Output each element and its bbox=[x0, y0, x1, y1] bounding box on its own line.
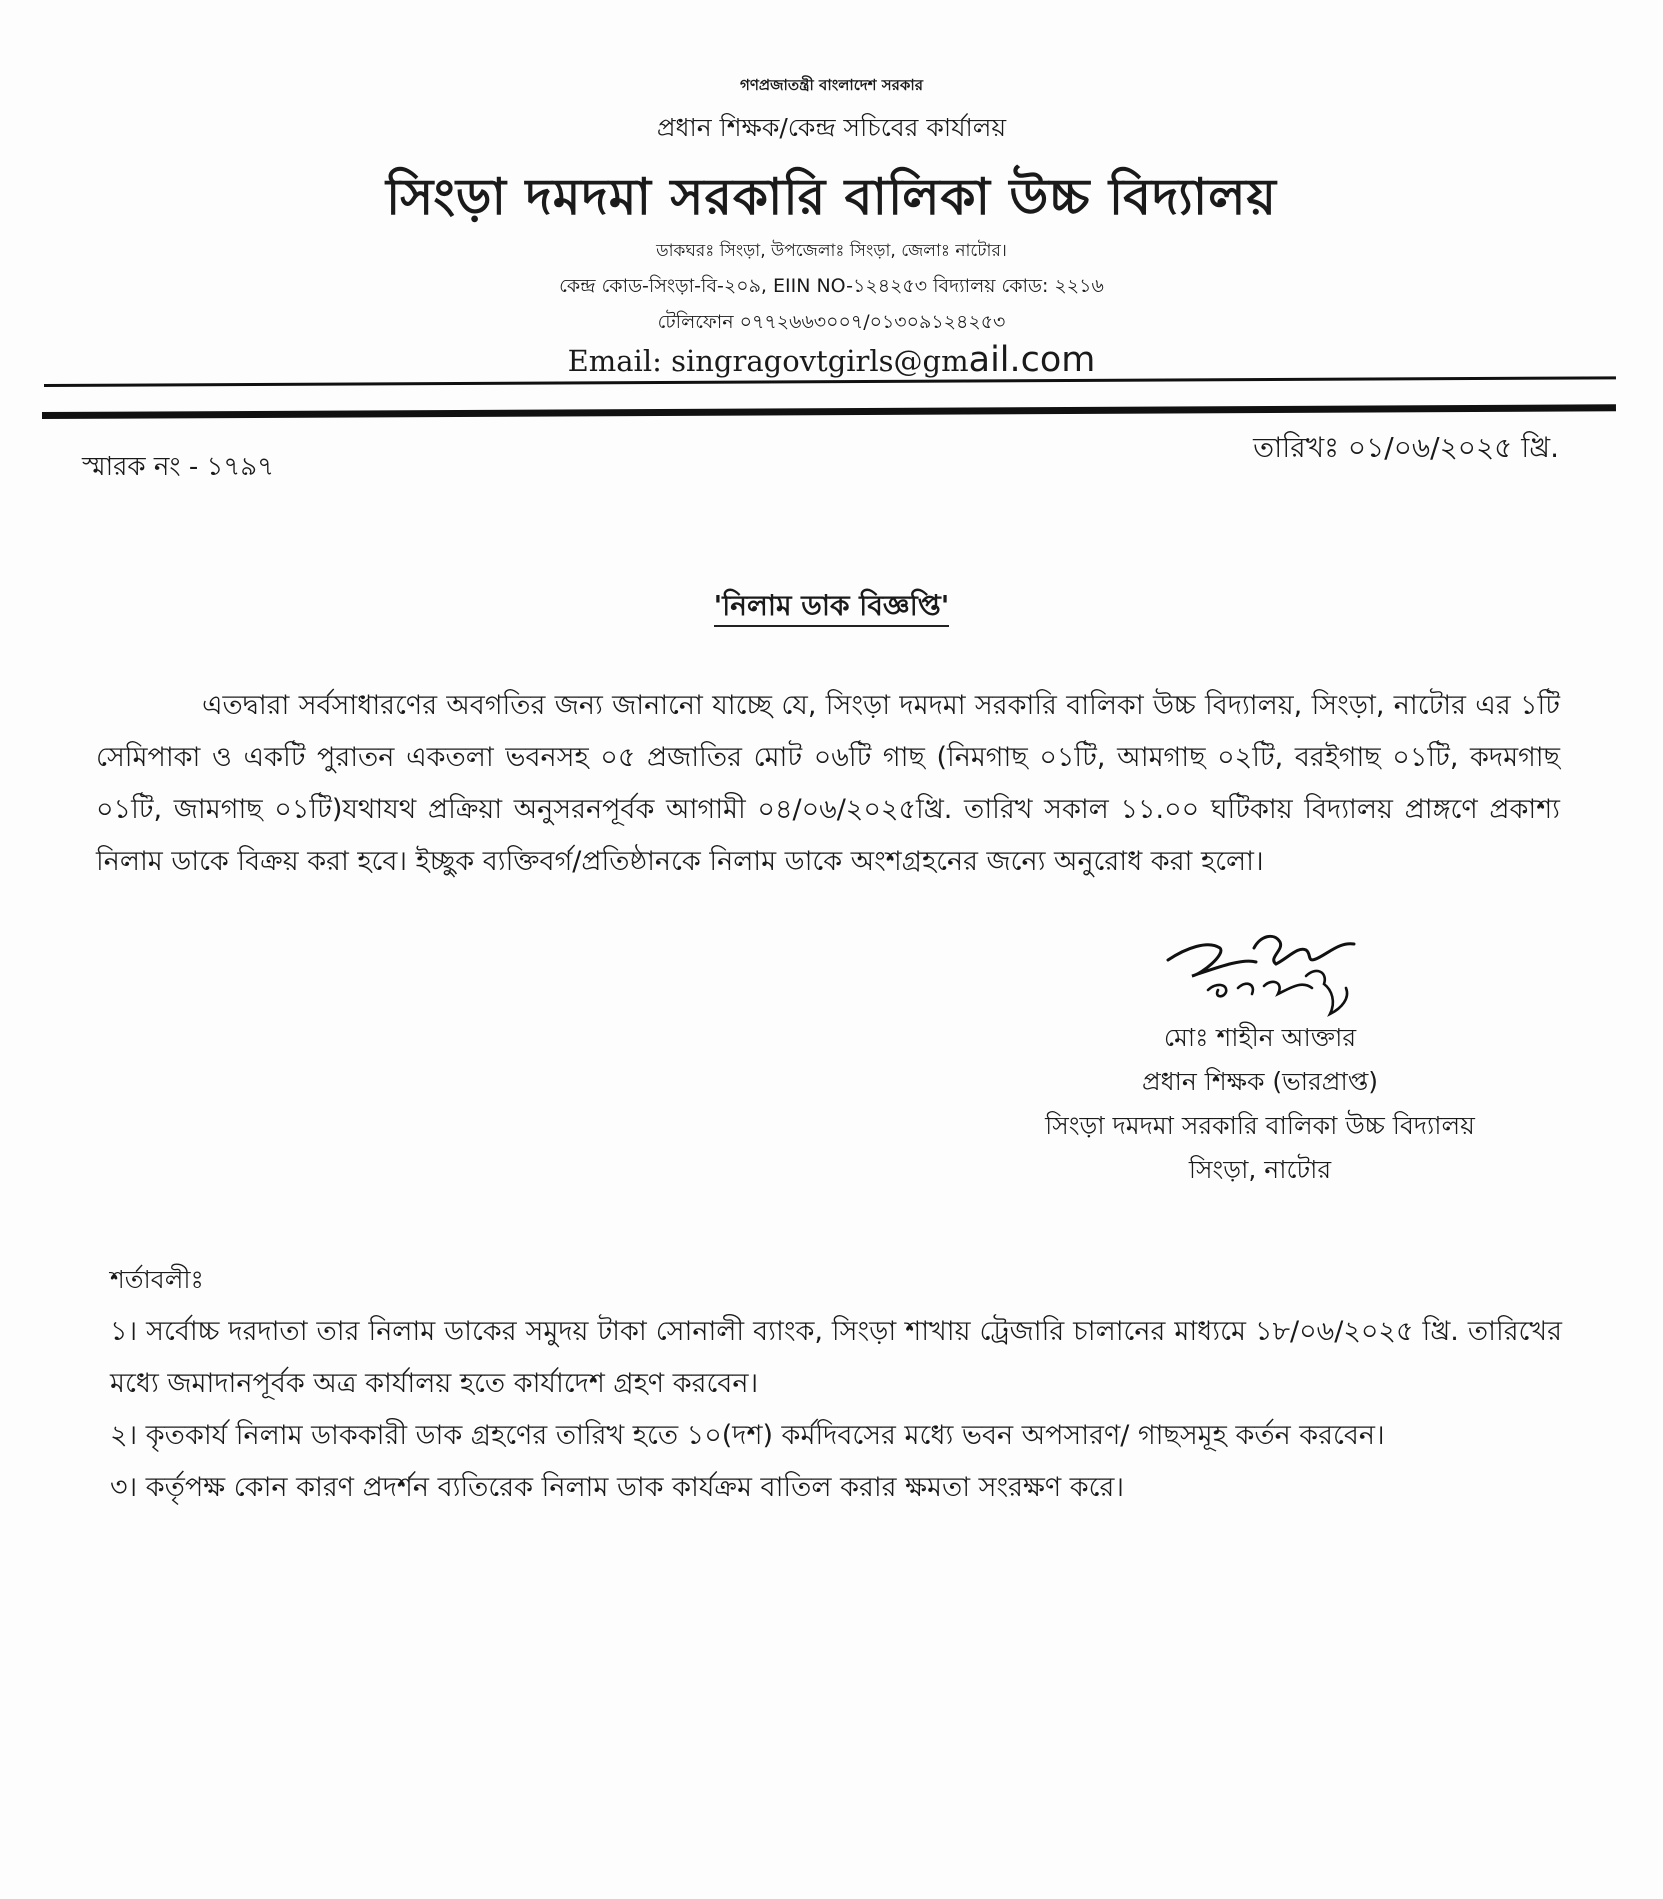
school-name: সিংড়া দমদমা সরকারি বালিকা উচ্চ বিদ্যালয় bbox=[385, 168, 1277, 226]
terms-section bbox=[110, 1254, 1562, 1514]
signatory-name: মোঃ শাহীন আক্তার bbox=[1163, 1023, 1357, 1052]
handwritten-signature bbox=[1156, 918, 1396, 1020]
signatory-school: সিংড়া দমদমা সরকারি বালিকা উচ্চ বিদ্যালয় bbox=[1045, 1111, 1475, 1140]
memo-date: তারিখঃ ০১/০৬/২০২৫ খ্রি. bbox=[1253, 431, 1559, 464]
term-item-2: ২। কৃতকার্য নিলাম ডাককারী ডাক গ্রহণের তারিখ হতে ১০(দশ) কর্মদিবসের মধ্যে ভবন অপসারণ/ গাছসমূহ কর্তন করবেন। bbox=[110, 1420, 1385, 1451]
signatory-location: সিংড়া, নাটোর bbox=[1188, 1155, 1332, 1184]
memo-number: স্মারক নং - ১৭৯৭ bbox=[82, 452, 275, 482]
address-line: ডাকঘরঃ সিংড়া, উপজেলাঃ সিংড়া, জেলাঃ নাটোর। bbox=[656, 241, 1007, 261]
email-suffix: ail.com bbox=[968, 340, 1096, 380]
office-line: প্রধান শিক্ষক/কেন্দ্র সচিবের কার্যালয় bbox=[656, 113, 1007, 142]
government-line: গণপ্রজাতন্ত্রী বাংলাদেশ সরকার bbox=[740, 76, 923, 94]
term-item-3: ৩। কর্তৃপক্ষ কোন কারণ প্রদর্শন ব্যতিরেক নিলাম ডাক কার্যক্রম বাতিল করার ক্ষমতা সংরক্ষণ করে। bbox=[110, 1472, 1124, 1503]
notice-heading-text: 'নিলাম ডাক বিজ্ঞপ্তি' bbox=[714, 589, 950, 627]
header-divider-thick bbox=[42, 404, 1616, 419]
term-item-1: ১। সর্বোচ্চ দরদাতা তার নিলাম ডাকের সমুদয় টাকা সোনালী ব্যাংক, সিংড়া শাখায় ট্রেজারি চালানের মাধ্যমে ১৮/০৬/২০২৫ খ্রি. তারিখের মধ্যে জমাদানপূর্বক অত্র কার্যালয় হতে কার্যাদেশ গ্রহণ করবেন। bbox=[110, 1316, 1562, 1399]
terms-title: শর্তাবলীঃ bbox=[110, 1265, 204, 1294]
email-line bbox=[0, 340, 1663, 380]
phone-line: টেলিফোন ০৭৭২৬৬৩০০৭/০১৩০৯১২৪২৫৩ bbox=[657, 311, 1006, 333]
codes-line: কেন্দ্র কোড-সিংড়া-বি-২০৯, EIIN NO-১২৪২৫৩ বিদ্যালয় কোড: ২২১৬ bbox=[559, 275, 1104, 297]
notice-body: এতদ্বারা সর্বসাধারণের অবগতির জন্য জানানো যাচ্ছে যে, সিংড়া দমদমা সরকারি বালিকা উচ্চ বিদ্যালয়, সিংড়া, নাটোর এর ১টি সেমিপাকা ও একটি পুরাতন একতলা ভবনসহ ০৫ প্রজাতির মোট ০৬টি গাছ (নিমগাছ ০১টি, আমগাছ ০২টি, বরইগাছ ০১টি, কদমগাছ ০১টি, জামগাছ ০১টি)যথাযথ প্রক্রিয়া অনুসরনপূর্বক আগামী ০৪/০৬/২০২৫খ্রি. তারিখ সকাল ১১.০০ ঘটিকায় বিদ্যালয় প্রাঙ্গণে প্রকাশ্য নিলাম ডাকে বিক্রয় করা হবে। ইচ্ছুক ব্যক্তিবর্গ/প্রতিষ্ঠানকে নিলাম ডাকে অংশগ্রহনের জন্যে অনুরোধ করা হলো। bbox=[96, 690, 1560, 877]
signatory-block bbox=[980, 1016, 1540, 1192]
notice-heading bbox=[0, 584, 1663, 631]
signatory-designation: প্রধান শিক্ষক (ভারপ্রাপ্ত) bbox=[1141, 1067, 1379, 1096]
email-prefix: Email: singragovtgirls@gm bbox=[567, 344, 969, 378]
